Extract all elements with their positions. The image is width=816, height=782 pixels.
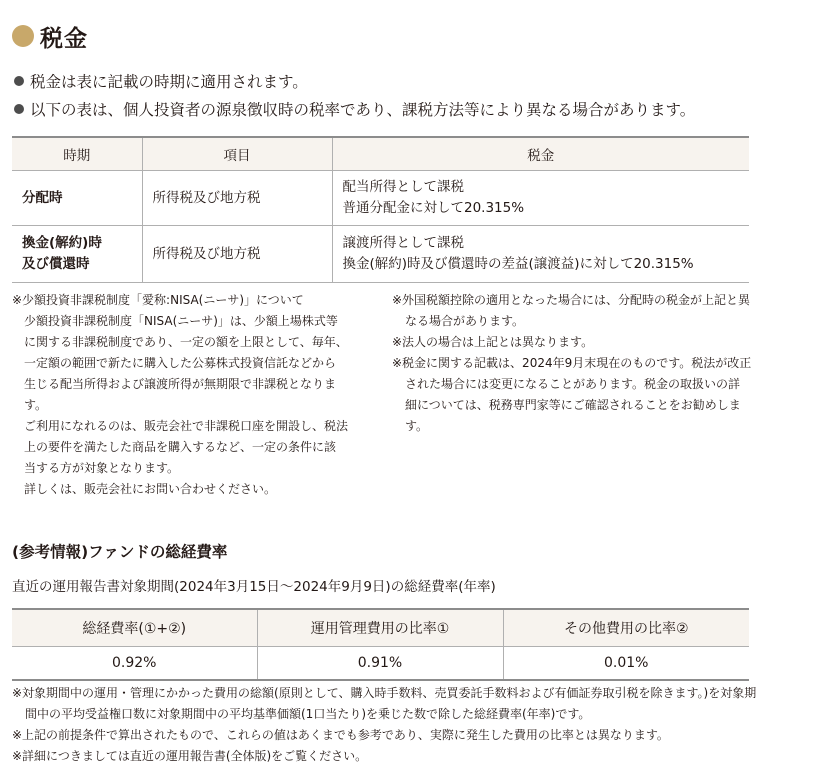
row-timing: 分配時 xyxy=(12,171,142,226)
bullet-dot-icon xyxy=(14,104,24,114)
header-other-ratio: その他費用の比率② xyxy=(503,609,749,647)
tax-table-header xyxy=(12,137,749,171)
header-management-ratio: 運用管理費用の比率① xyxy=(257,609,503,647)
expense-table-header xyxy=(12,609,749,647)
bullet-item xyxy=(14,98,695,120)
row-tax xyxy=(332,171,749,226)
expense-note-item: ※詳細につきましては直近の運用報告書(全体版)をご覧ください。 xyxy=(12,749,368,763)
bullet-text: 以下の表は、個人投資者の源泉徴収時の税率であり、課税方法等により異なる場合があります。 xyxy=(30,101,696,119)
reference-title: (参考情報)ファンドの総経費率 xyxy=(12,543,228,561)
header-total-ratio: 総経費率(①+②) xyxy=(12,609,257,647)
tax-line: 配当所得として課税 xyxy=(342,179,464,195)
table-row xyxy=(12,171,749,226)
tax-line: 換金(解約)時及び償還時の差益(譲渡益)に対して20.315% xyxy=(342,256,694,272)
row-item: 所得税及び地方税 xyxy=(142,171,332,226)
section-heading xyxy=(12,20,88,52)
reference-subtitle: 直近の運用報告書対象期間(2024年3月15日～2024年9月9日)の総経費率(年率) xyxy=(12,579,496,595)
row-tax xyxy=(332,226,749,283)
table-row xyxy=(12,226,749,283)
expense-ratio-table xyxy=(12,608,749,681)
row-timing xyxy=(12,226,142,283)
header-timing: 時期 xyxy=(12,137,142,171)
value-total-ratio: 0.92% xyxy=(12,647,257,681)
heading-title: 税金 xyxy=(40,25,88,52)
value-management-ratio: 0.91% xyxy=(257,647,503,681)
tax-line: 譲渡所得として課税 xyxy=(342,235,464,251)
nisa-note xyxy=(12,290,377,500)
header-tax: 税金 xyxy=(332,137,749,171)
value-other-ratio: 0.01% xyxy=(503,647,749,681)
nisa-note-line: 生じる配当所得および譲渡所得が無期限で非課税となりま xyxy=(24,377,337,391)
nisa-note-line: 上の要件を満たした商品を購入するなど、一定の条件に該 xyxy=(24,440,337,454)
tax-note-item: ※法人の場合は上記とは異なります。 xyxy=(392,335,594,349)
nisa-note-line: す。 xyxy=(24,398,48,412)
nisa-note-line: 一定額の範囲で新たに購入した公募株式投資信託などから xyxy=(24,356,337,370)
table-row xyxy=(12,647,749,681)
tax-note-item: ※外国税額控除の適用となった場合には、分配時の税金が上記と異なる場合があります。 xyxy=(392,293,751,328)
expense-note-item: ※対象期間中の運用・管理にかかった費用の総額(原則として、購入時手数料、売買委託手数料および有価証券取引税を除きます。)を対象期間中の平均受益権口数に対象期間中の平均基準価額(1口当たり)を乗じた数で除した総経費率(年率)です。 xyxy=(12,686,757,721)
nisa-note-line: 詳しくは、販売会社にお問い合わせください。 xyxy=(24,482,277,496)
nisa-note-line: ご利用になれるのは、販売会社で非課税口座を開設し、税法 xyxy=(24,419,349,433)
timing-line: 換金(解約)時 xyxy=(22,235,102,251)
bullet-item xyxy=(14,70,308,92)
heading-bullet-icon xyxy=(12,25,34,47)
tax-notes xyxy=(392,290,752,437)
row-item: 所得税及び地方税 xyxy=(142,226,332,283)
nisa-note-line: 少額投資非課税制度「NISA(ニーサ)」は、少額上場株式等 xyxy=(24,314,338,328)
timing-line: 及び償還時 xyxy=(22,256,90,272)
tax-table xyxy=(12,136,749,283)
tax-line: 普通分配金に対して20.315% xyxy=(342,200,525,216)
nisa-note-title: ※少額投資非課税制度「愛称:NISA(ニーサ)」について xyxy=(12,293,304,307)
expense-notes xyxy=(12,683,757,767)
tax-note-item: ※税金に関する記載は、2024年9月末現在のものです。税法が改正された場合には変更になることがあります。税金の取扱いの詳細については、税務専門家等にご確認されることをお勧めします。 xyxy=(392,356,752,433)
bullet-dot-icon xyxy=(14,76,24,86)
nisa-note-line: 当する方が対象となります。 xyxy=(24,461,180,475)
nisa-note-line: に関する非課税制度であり、一定の額を上限として、毎年、 xyxy=(24,335,348,349)
header-item: 項目 xyxy=(142,137,332,171)
bullet-text: 税金は表に記載の時期に適用されます。 xyxy=(30,73,308,91)
expense-note-item: ※上記の前提条件で算出されたもので、これらの値はあくまでも参考であり、実際に発生した費用の比率とは異なります。 xyxy=(12,728,669,742)
